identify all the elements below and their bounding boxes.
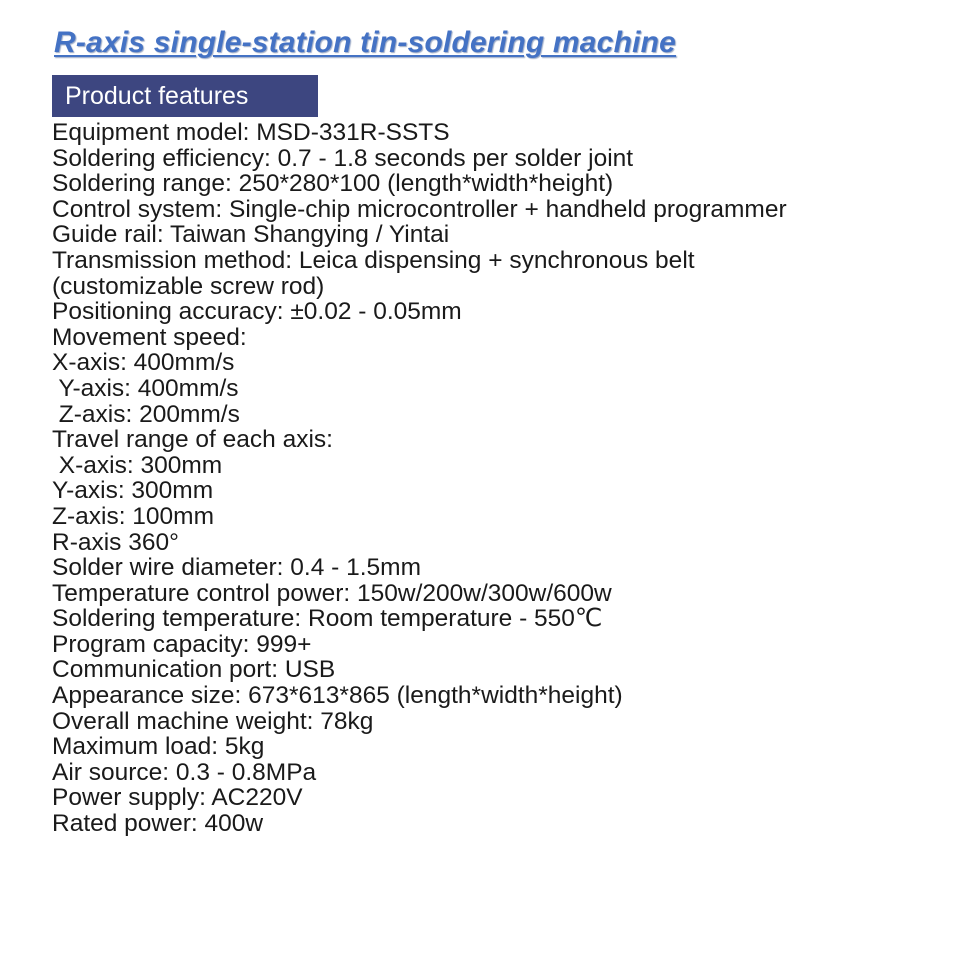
spec-control-system: Control system: Single-chip microcontroller + handheld programmer [52, 195, 787, 223]
spec-movement-speed-z: Z-axis: 200mm/s [52, 400, 240, 428]
section-header-product-features: Product features [52, 75, 318, 117]
spec-travel-range-y: Y-axis: 300mm [52, 477, 214, 505]
spec-travel-range-x: X-axis: 300mm [52, 451, 223, 479]
spec-transmission-method: Transmission method: Leica dispensing + synchronous belt [52, 246, 695, 274]
spec-machine-weight: Overall machine weight: 78kg [52, 707, 374, 735]
page-title: R-axis single-station tin-soldering machine [54, 26, 677, 59]
spec-air-source: Air source: 0.3 - 0.8MPa [52, 758, 317, 786]
spec-equipment-model: Equipment model: MSD-331R-SSTS [52, 119, 450, 146]
spec-movement-speed-heading: Movement speed: [52, 323, 247, 351]
spec-program-capacity: Program capacity: 999+ [52, 630, 312, 658]
spec-rated-power: Rated power: 400w [52, 810, 264, 838]
spec-travel-range-z: Z-axis: 100mm [52, 502, 215, 530]
spec-appearance-size: Appearance size: 673*613*865 (length*width*height) [52, 682, 623, 710]
spec-soldering-range: Soldering range: 250*280*100 (length*width*height) [52, 170, 614, 198]
spec-travel-range-r: R-axis 360° [52, 528, 179, 556]
spec-maximum-load: Maximum load: 5kg [52, 733, 265, 761]
spec-movement-speed-y: Y-axis: 400mm/s [52, 374, 239, 402]
spec-transmission-method-continued: (customizable screw rod) [52, 272, 325, 300]
spec-temperature-control-power: Temperature control power: 150w/200w/300w/600w [52, 579, 612, 607]
spec-list [52, 120, 787, 837]
spec-communication-port: Communication port: USB [52, 656, 336, 684]
spec-soldering-efficiency: Soldering efficiency: 0.7 - 1.8 seconds per solder joint [52, 144, 634, 172]
spec-movement-speed-x: X-axis: 400mm/s [52, 349, 235, 377]
spec-guide-rail: Guide rail: Taiwan Shangying / Yintai [52, 221, 450, 249]
spec-positioning-accuracy: Positioning accuracy: ±0.02 - 0.05mm [52, 298, 462, 326]
spec-travel-range-heading: Travel range of each axis: [52, 426, 333, 454]
spec-power-supply: Power supply: AC220V [52, 784, 303, 812]
spec-soldering-temperature: Soldering temperature: Room temperature - 550℃ [52, 605, 603, 633]
spec-solder-wire-diameter: Solder wire diameter: 0.4 - 1.5mm [52, 554, 421, 582]
